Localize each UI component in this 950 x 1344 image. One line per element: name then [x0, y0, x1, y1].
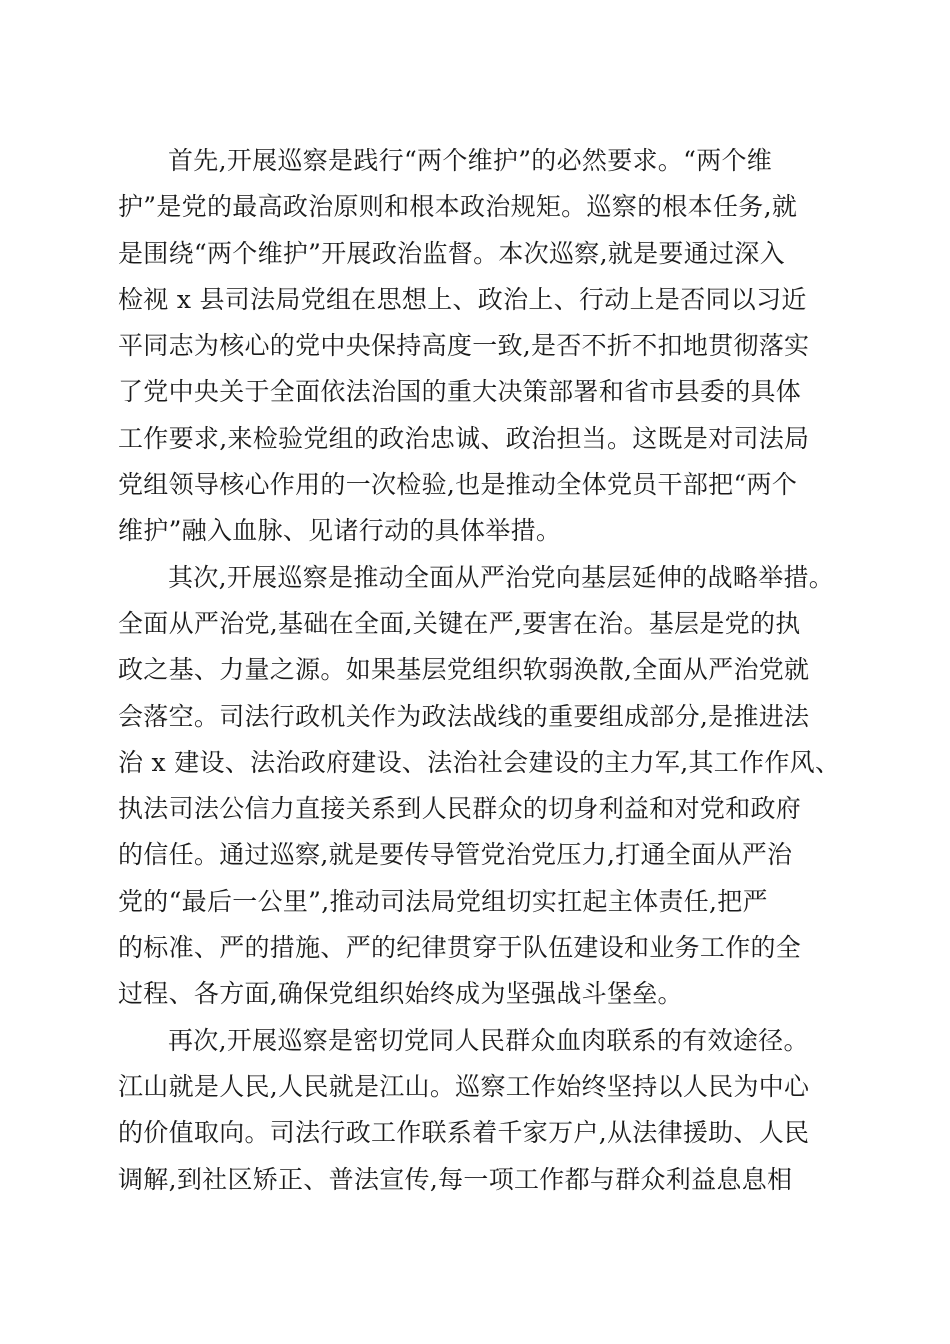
document-body [118, 138, 841, 1203]
paragraph-1-line-9: 维护”融入血脉、见诸行动的具体举措。 [118, 516, 562, 546]
paragraph-2-line-8: 党的“最后一公里”,推动司法局党组切实扛起主体责任,把严 [118, 886, 768, 916]
paragraph-1-line-7: 工作要求,来检验党组的政治忠诚、政治担当。这既是对司法局 [118, 423, 810, 453]
paragraph-2-line-7: 的信任。通过巡察,就是要传导管党治党压力,打通全面从严治 [118, 840, 793, 870]
paragraph-1-line-6: 了党中央关于全面依法治国的重大决策部署和省市县委的具体 [118, 377, 802, 407]
paragraph-3-line-4: 调解,到社区矫正、普法宣传,每一项工作都与群众利益息息相 [118, 1164, 793, 1194]
paragraph-2-line-10: 过程、各方面,确保党组织始终成为坚强战斗堡垒。 [118, 979, 683, 1009]
paragraph-3-line-3: 的价值取向。司法行政工作联系着千家万户,从法律援助、人民 [118, 1118, 810, 1148]
paragraph-3-line-1: 再次,开展巡察是密切党同人民群众血肉联系的有效途径。 [168, 1025, 809, 1055]
paragraph-2-line-5: 治 x 建设、法治政府建设、法治社会建设的主力军,其工作作风、 [118, 747, 841, 777]
paragraph-2-line-3: 政之基、力量之源。如果基层党组织软弱涣散,全面从严治党就 [118, 655, 810, 685]
paragraph-2-line-2: 全面从严治党,基础在全面,关键在严,要害在治。基层是党的执 [118, 608, 801, 638]
paragraph-1-line-8: 党组领导核心作用的一次检验,也是推动全体党员干部把“两个 [118, 470, 798, 500]
paragraph-2-line-9: 的标准、严的措施、严的纪律贯穿于队伍建设和业务工作的全 [118, 933, 802, 963]
paragraph-1-line-5: 平同志为核心的党中央保持高度一致,是否不折不扣地贯彻落实 [118, 331, 810, 361]
paragraph-1-line-1: 首先,开展巡察是践行“两个维护”的必然要求。“两个维 [168, 146, 773, 175]
paragraph-2-line-4: 会落空。司法行政机关作为政法战线的重要组成部分,是推进法 [118, 701, 810, 731]
paragraph-2-line-6: 执法司法公信力直接关系到人民群众的切身利益和对党和政府 [118, 794, 802, 824]
paragraph-1-line-2: 护”是党的最高政治原则和根本政治规矩。巡察的根本任务,就 [118, 192, 798, 222]
paragraph-1-line-4: 检视 x 县司法局党组在思想上、政治上、行动上是否同以习近 [118, 284, 807, 314]
paragraph-1-line-3: 是围绕“两个维护”开展政治监督。本次巡察,就是要通过深入 [118, 238, 785, 268]
paragraph-2-line-1: 其次,开展巡察是推动全面从严治党向基层延伸的战略举措。 [168, 562, 835, 592]
paragraph-3-line-2: 江山就是人民,人民就是江山。巡察工作始终坚持以人民为中心 [118, 1071, 810, 1101]
